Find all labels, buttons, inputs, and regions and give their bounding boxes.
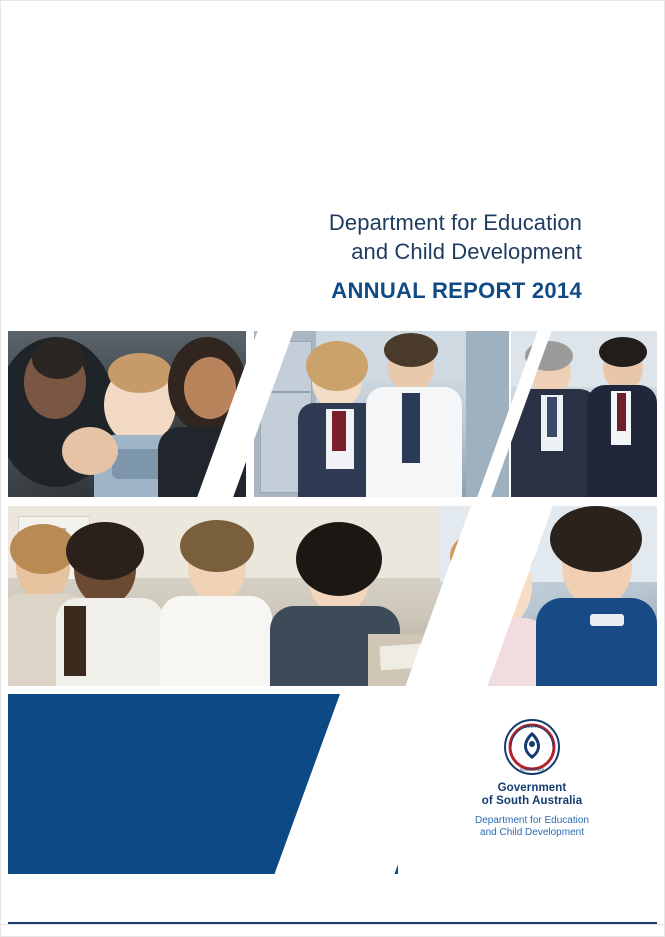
photo-students-at-lockers xyxy=(254,331,509,497)
photo-band-bottom xyxy=(8,506,657,686)
government-name-line-2: of South Australia xyxy=(481,795,583,807)
page-title-line-1: Department for Education xyxy=(328,210,582,235)
photo-classroom-group-work xyxy=(8,506,478,686)
south-australia-state-crest-icon xyxy=(503,718,561,776)
department-name-line-1: Department for Education xyxy=(475,815,589,826)
report-title: ANNUAL REPORT 2014 xyxy=(331,278,582,303)
svg-text:AUSTRALIA: AUSTRALIA xyxy=(519,767,545,772)
government-name-line-1: Government xyxy=(497,782,567,794)
photo-band-top xyxy=(8,331,657,497)
cover-title-block xyxy=(62,208,582,304)
page-title-line-2: and Child Development xyxy=(351,239,582,264)
department-name-line-2: and Child Development xyxy=(480,827,584,838)
government-logo xyxy=(452,718,612,839)
footer-blue-block xyxy=(8,694,398,874)
svg-text:SOUTH: SOUTH xyxy=(524,724,540,729)
page-bottom-margin xyxy=(0,924,665,937)
